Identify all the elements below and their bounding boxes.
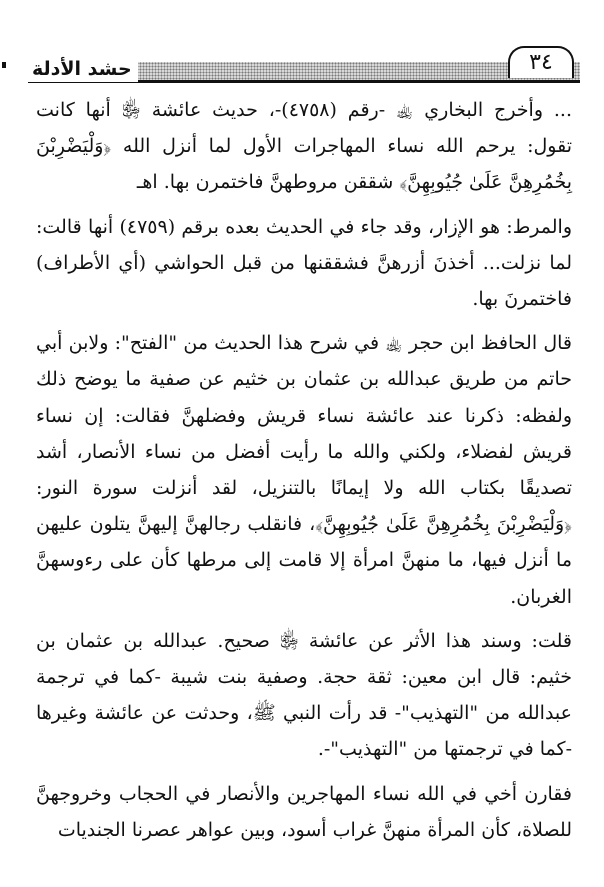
paragraph-isnad-assessment: قلت: وسند هذا الأثر عن عائشة ﵂ صحيح. عبدالله بن عثمان بن خثيم: قال ابن معين: ثقة حجة. وصفية بنت شيبة -كما في ترجمة عبدالله من "التهذيب"- قد رأت النبي ﷺ، وحدثت عن عائشة وغيرها -كما في ترجمتها من "التهذيب"-. [36, 629, 572, 761]
book-title: حشد الأدلة [28, 56, 138, 82]
page-header [28, 52, 580, 86]
margin-mark [2, 62, 6, 68]
page-number-frame [508, 46, 574, 78]
paragraph-bukhari-hadith: ... وأخرج البخاري ﵀ -رقم (٤٧٥٨)-، حديث عائشة ﵂ أنها كانت تقول: يرحم الله نساء المهاجرات الأول لما أنزل الله ﴿وَلْيَضْرِبْنَ بِخُمُرِهِنَّ عَلَىٰ جُيُوبِهِنَّ﴾ شققن مروطهنَّ فاختمرن بها. اهـ [36, 99, 573, 194]
page-body [36, 92, 572, 848]
page-number: ٣٤ [529, 50, 553, 75]
paragraph-mirt-definition: والمرط: هو الإزار، وقد جاء في الحديث بعده برقم (٤٧٥٩) أنها قالت: لما نزلت... أخذنَ أزرهنَّ فشققنها من قبل الحواشي (أي الأطراف) فاختمرنَ بها. [36, 215, 572, 311]
paragraph-comparison: فقارن أخي في الله نساء المهاجرين والأنصار في الحجاب وخروجهنَّ للصلاة، كأن المرأة منهنَّ غراب أسود، وبين عواهر عصرنا الجنديات [36, 782, 572, 841]
paragraph-ibn-hajar-commentary: قال الحافظ ابن حجر ﵀ في شرح هذا الحديث من "الفتح": ولابن أبي حاتم من طريق عبدالله بن عثمان بن خثيم عن صفية ما يوضح ذلك ولفظه: ذكرنا عند عائشة نساء قريش وفضلهنَّ فقالت: إن نساء قريش لفضلاء، ولكني والله ما رأيت أفضل من نساء الأنصار، أشد تصديقًا بكتاب الله ولا إيمانًا بالتنزيل، لقد أنزلت سورة النور: ﴿وَلْيَضْرِبْنَ بِخُمُرِهِنَّ عَلَىٰ جُيُوبِهِنَّ﴾، فانقلب رجالهنَّ إليهنَّ يتلون عليهن ما أنزل فيها، ما منهنَّ امرأة إلا قامت إلى مرطها كأن على رءوسهنَّ الغربان. [36, 332, 572, 608]
